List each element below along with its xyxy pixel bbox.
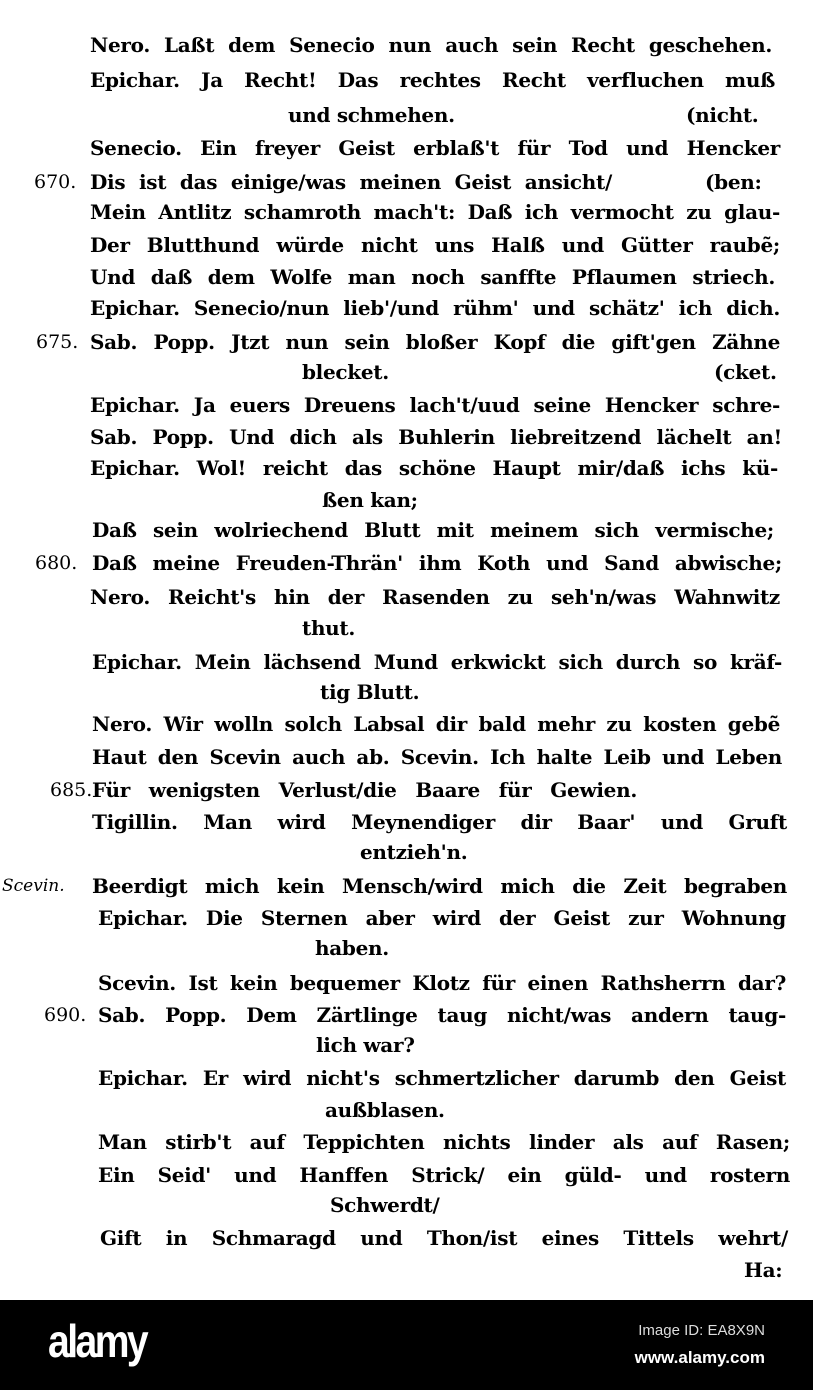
text-line: Daß sein wolriechend Blutt mit meinem sich vermische; — [92, 518, 774, 542]
text-line: ßen kan; — [322, 488, 418, 512]
text-line: Daß meine Freuden-Thrän' ihm Koth und Sand abwische; — [92, 551, 782, 575]
text-line: lich war? — [316, 1033, 415, 1057]
text-line: Mein Antlitz schamroth mach't: Daß ich vermocht zu glau- — [90, 200, 780, 224]
text-line: Nero. Laßt dem Senecio nun auch sein Recht geschehen. — [90, 33, 772, 57]
text-line: thut. — [302, 616, 356, 640]
text-line: Scevin. Ist kein bequemer Klotz für einen Rathsherrn dar? — [98, 971, 786, 995]
watermark-bar — [0, 1300, 813, 1390]
text-line: Epichar. Ja euers Dreuens lach't/uud seine Hencker schre- — [90, 393, 780, 417]
text-line: Senecio. Ein freyer Geist erblaß't für Tod und Hencker — [90, 136, 780, 160]
text-line: Schwerdt/ — [330, 1193, 440, 1217]
text-line: Sab. Popp. Jtzt nun sein bloßer Kopf die gift'gen Zähne — [90, 330, 780, 354]
text-line: Epichar. Senecio/nun lieb'/und rühm' und schätz' ich dich. — [90, 296, 780, 320]
text-line: tig Blutt. — [320, 680, 420, 704]
catchword: (ben: — [705, 170, 762, 194]
text-line: Gift in Schmaragd und Thon/ist eines Tittels wehrt/ — [100, 1226, 788, 1250]
text-line: Tigillin. Man wird Meynendiger dir Baar' und Gruft — [92, 810, 787, 834]
line-number: Scevin. — [2, 876, 65, 896]
alamy-logo: alamy — [48, 1315, 147, 1367]
text-line: Dis ist das einige/was meinen Geist ansicht/ — [90, 170, 612, 194]
text-line: Nero. Wir wolln solch Labsal dir bald mehr zu kosten gebẽ — [92, 712, 780, 736]
text-line: Epichar. Die Sternen aber wird der Geist zur Wohnung — [98, 906, 786, 930]
text-line: Und daß dem Wolfe man noch sanffte Pflaumen striech. — [90, 265, 775, 289]
text-line: Für wenigsten Verlust/die Baare für Gewien. — [92, 778, 637, 802]
line-number: 675. — [36, 331, 79, 353]
text-line: Epichar. Mein lächsend Mund erkwickt sich durch so kräf- — [92, 650, 782, 674]
text-line: entzieh'n. — [360, 840, 468, 864]
text-line: Epichar. Ja Recht! Das rechtes Recht verfluchen muß — [90, 68, 775, 92]
text-line: Nero. Reicht's hin der Rasenden zu seh'n/was Wahnwitz — [90, 585, 780, 609]
text-line: Haut den Scevin auch ab. Scevin. Ich halte Leib und Leben — [92, 745, 782, 769]
line-number: 690. — [44, 1004, 87, 1026]
text-line: außblasen. — [325, 1098, 445, 1122]
catchword: (nicht. — [686, 103, 759, 127]
site-url: www.alamy.com — [634, 1348, 765, 1367]
line-number: 685. — [50, 779, 93, 801]
text-line: und schmehen. — [288, 103, 455, 127]
text-line: Epichar. Wol! reicht das schöne Haupt mir/daß ichs kü- — [90, 456, 778, 480]
text-line: Sab. Popp. Dem Zärtlinge taug nicht/was andern taug- — [98, 1003, 786, 1027]
line-number: 670. — [34, 171, 77, 193]
text-line: Ha: — [744, 1258, 783, 1282]
catchword: (cket. — [714, 360, 777, 384]
text-line: Sab. Popp. Und dich als Buhlerin liebreitzend lächelt an! — [90, 425, 782, 449]
text-line: haben. — [315, 936, 389, 960]
text-line: Der Blutthund würde nicht uns Halß und Gütter raubẽ; — [90, 233, 780, 257]
text-line: Man stirb't auf Teppichten nichts linder als auf Rasen; — [98, 1130, 790, 1154]
text-line: Ein Seid' und Hanffen Strick/ ein güld- und rostern — [98, 1163, 790, 1187]
text-line: Beerdigt mich kein Mensch/wird mich die Zeit begraben — [92, 874, 787, 898]
line-number: 680. — [35, 552, 78, 574]
text-line: blecket. — [302, 360, 389, 384]
text-line: Epichar. Er wird nicht's schmertzlicher darumb den Geist — [98, 1066, 786, 1090]
image-id: Image ID: EA8X9N — [638, 1322, 765, 1339]
